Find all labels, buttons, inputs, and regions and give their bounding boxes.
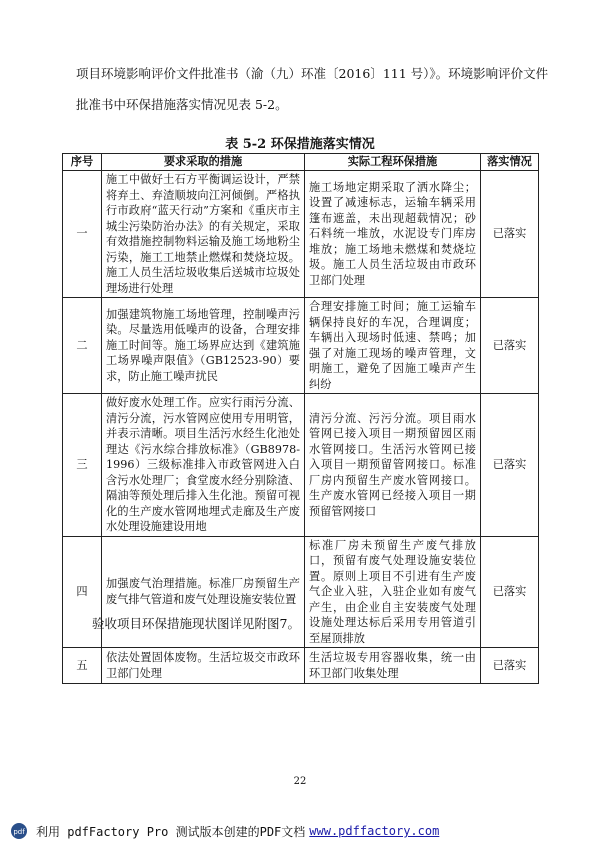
table-row [63, 648, 539, 684]
row-requirement: 做好废水处理工作。应实行雨污分流、清污分流，污水管网应使用专用明管，并表示清晰。项目生活污水经生化池处理达《污水综合排放标准》（GB8978-1996）三级标准排入市政管网进入白含污水处理厂；食堂废水经分别除渣、隔油等预处理后排入生化池。预留可视化的生产废水管网地埋式走廊及生产废水处理设施建设用地 [102, 394, 305, 537]
row-actual: 合理安排施工时间；施工运输车辆保持良好的车况，合理调度；车辆出入现场时低速、禁鸣；加强了对施工现场的噪声管理，文明施工，避免了因施工噪声产生纠纷 [305, 298, 481, 394]
table-header-row [63, 154, 539, 171]
row-status: 已落实 [481, 171, 539, 298]
header-num: 序号 [63, 154, 102, 171]
row-status: 已落实 [481, 536, 539, 648]
row-num: 四 [63, 536, 102, 648]
row-actual: 施工场地定期采取了洒水降尘；设置了减速标志，运输车辆采用篷布遮盖，未出现超载情况；砂石料统一堆放，水泥设专门库房堆放；施工场地未燃煤和焚烧垃圾。施工人员生活垃圾由市政环卫部门处理 [305, 171, 481, 298]
table-caption: 表 5-2 环保措施落实情况 [225, 137, 375, 152]
row-requirement: 加强废气治理措施。标准厂房预留生产废气排气管道和废气处理设施安装位置 [102, 536, 305, 648]
table-row [63, 171, 539, 298]
row-num: 二 [63, 298, 102, 394]
table-row [63, 298, 539, 394]
header-actual: 实际工程环保措施 [305, 154, 481, 171]
row-num: 五 [63, 648, 102, 684]
outro-text: 验收项目环保措施现状图详见附图7。 [92, 616, 300, 631]
intro-line-2: 批准书中环保措施落实情况见表 5-2。 [76, 97, 288, 112]
pdf-footer [8, 822, 439, 840]
intro-line-1: 项目环境影响评价文件批准书（渝（九）环准〔2016〕111 号）》。环境影响评价文件 [76, 66, 549, 81]
footer-text: 利用 pdfFactory Pro 测试版本创建的PDF文档 [36, 824, 306, 839]
row-actual: 清污分流、污污分流。项目雨水管网已接入项目一期预留园区雨水管网接口。生活污水管网已接入项目一期预留管网接口。标准厂房内预留生产废水管网接口。生产废水管网已经接入项目一期预留管网接口 [305, 394, 481, 537]
row-requirement: 施工中做好土石方平衡调运设计，严禁将弃土、弃渣顺坡向江河倾倒。严格执行市政府“蓝天行动”方案和《重庆市主城尘污染防治办法》的有关规定，采取有效措施控制物料运输及施工场地粉尘污染，施工工地禁止燃煤和焚烧垃圾。施工人员生活垃圾收集后送城市垃圾处理场进行处理 [102, 171, 305, 298]
row-actual: 生活垃圾专用容器收集，统一由环卫部门收集处理 [305, 648, 481, 684]
row-status: 已落实 [481, 394, 539, 537]
table-row [63, 394, 539, 537]
row-status: 已落实 [481, 648, 539, 684]
row-actual: 标准厂房未预留生产废气排放口，预留有废气处理设施安装位置。原则上项目不引进有生产废气企业入驻，入驻企业如有废气产生，由企业自主安装废气处理设施处理达标后采用专用管道引至屋顶排放 [305, 536, 481, 648]
measures-table [62, 153, 539, 684]
header-status: 落实情况 [481, 154, 539, 171]
pdffactory-logo-icon [8, 822, 30, 840]
footer-link[interactable]: www.pdffactory.com [309, 824, 440, 838]
page-number: 22 [293, 776, 307, 787]
row-num: 一 [63, 171, 102, 298]
svg-text:pdf: pdf [13, 828, 25, 836]
header-requirement: 要求采取的措施 [102, 154, 305, 171]
row-status: 已落实 [481, 298, 539, 394]
row-num: 三 [63, 394, 102, 537]
row-requirement: 加强建筑物施工场地管理，控制噪声污染。尽量选用低噪声的设备，合理安排施工时间等。施工场界应达到《建筑施工场界噪声限值》（GB12523-90）要求，防止施工噪声扰民 [102, 298, 305, 394]
row-requirement: 依法处置固体废物。生活垃圾交市政环卫部门处理 [102, 648, 305, 684]
